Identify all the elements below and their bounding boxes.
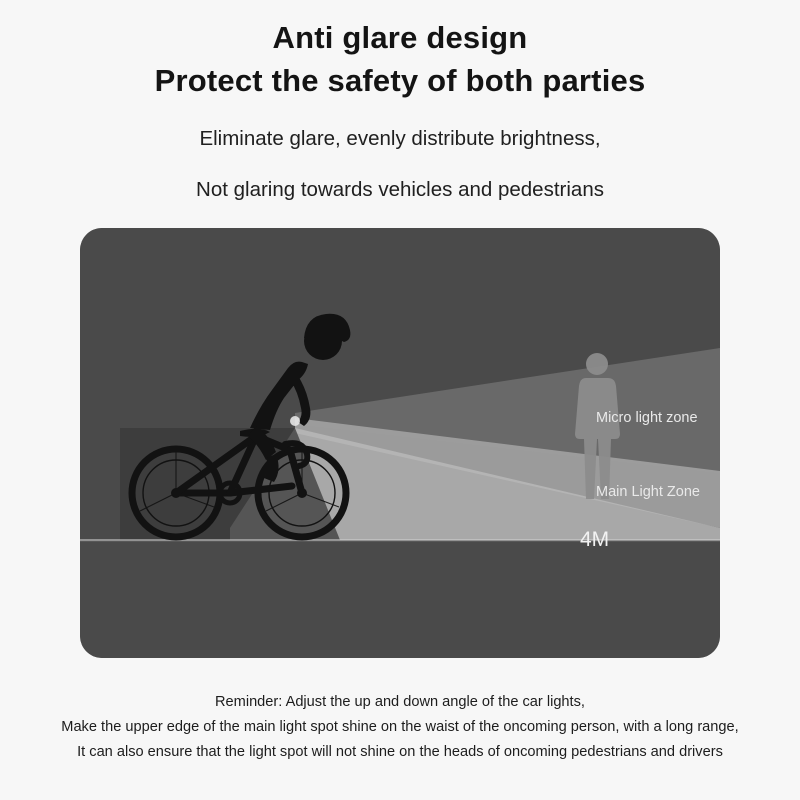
page-title <box>0 0 800 102</box>
illustration-graphic <box>80 228 720 658</box>
reminder-line-2: Make the upper edge of the main light spot shine on the waist of the oncoming person, with a long range, <box>61 719 739 736</box>
micro-light-zone-label: Micro light zone <box>596 410 698 426</box>
page-subtitle <box>0 124 800 206</box>
main-light-zone-label: Main Light Zone <box>596 484 700 500</box>
subtitle-line-1: Eliminate glare, evenly distribute brightness, <box>199 126 601 150</box>
beam-pattern-illustration <box>80 228 720 658</box>
reminder-line-3: It can also ensure that the light spot will not shine on the heads of oncoming pedestrians and drivers <box>77 744 723 761</box>
reminder-line-1: Reminder: Adjust the up and down angle of the car lights, <box>215 694 585 710</box>
headlight-origin <box>290 416 300 426</box>
subtitle-line-2: Not glaring towards vehicles and pedestrians <box>196 177 604 201</box>
headline-line-1: Anti glare design <box>272 20 528 55</box>
distance-label: 4M <box>580 528 610 551</box>
headline-line-2: Protect the safety of both parties <box>154 62 646 98</box>
reminder-note <box>0 690 800 765</box>
